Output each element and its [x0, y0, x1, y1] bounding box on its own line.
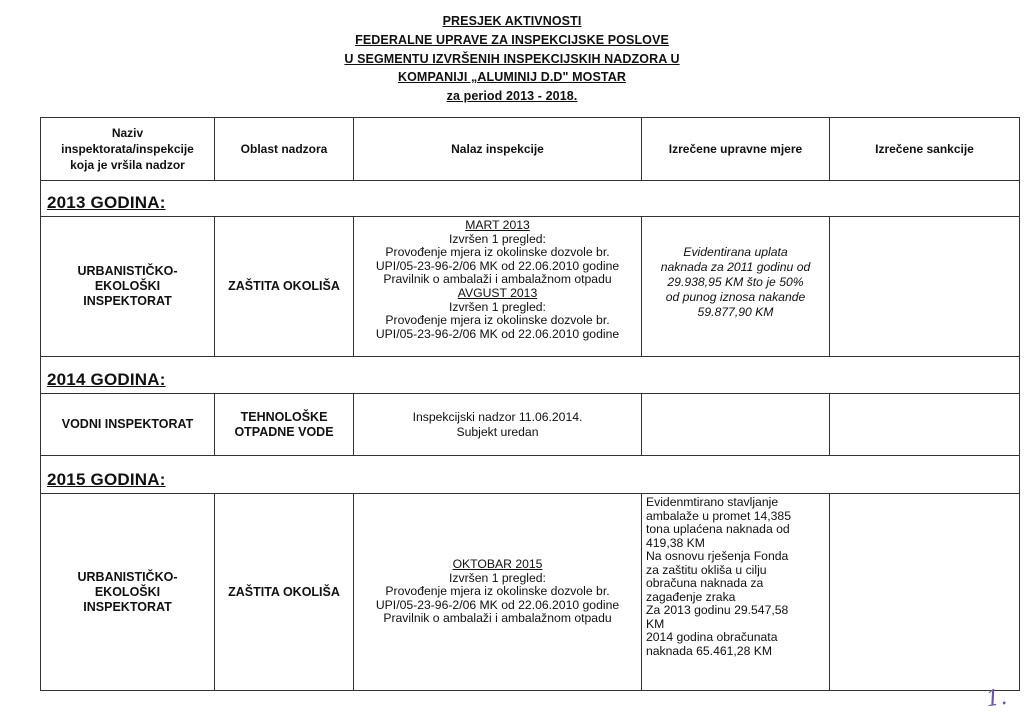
header-finding: Nalaz inspekcije: [354, 118, 642, 180]
measure-line: 29.938,95 KM što je 50%: [667, 275, 804, 289]
finding-line: Provođenje mjera iz okolinske dozvole br.: [385, 313, 610, 328]
title-line-3: U SEGMENTU IZVRŠENIH INSPEKCIJSKIH NADZORA U: [344, 51, 680, 66]
header-inspectorate-line: koja je vršila nadzor: [70, 158, 185, 172]
measure-line: Za 2013 godinu 29.547,58: [646, 603, 789, 617]
finding-line: Izvršen 1 pregled:: [449, 299, 546, 314]
inspectorate-line: URBANISTIČKO-: [77, 569, 178, 584]
title-line-1: PRESJEK AKTIVNOSTI: [442, 14, 582, 28]
table-row: [41, 394, 1019, 456]
area-cell: ZAŠTITA OKOLIŠA: [215, 217, 354, 356]
finding-line: OKTOBAR 2015: [452, 557, 543, 572]
finding-line: Provođenje mjera iz okolinske dozvole br.: [385, 584, 610, 599]
finding-line: Provođenje mjera iz okolinske dozvole br.: [385, 245, 610, 260]
year-row-2015: [41, 456, 1019, 494]
finding-line: Izvršen 1 pregled:: [449, 570, 546, 585]
year-row-2014: [41, 357, 1019, 394]
finding-cell: [354, 217, 642, 356]
title-line-4: KOMPANIJI „ALUMINIJ D.D" MOSTAR: [397, 70, 626, 85]
measure-line: naknada za 2011 godinu od: [660, 260, 811, 274]
measures-cell: [642, 394, 830, 455]
inspectorate-line: EKOLOŠKI: [94, 584, 161, 599]
sanctions-cell: [830, 394, 1019, 455]
header-measures: Izrečene upravne mjere: [642, 118, 830, 180]
inspectorate-cell: [41, 217, 215, 356]
header-area: Oblast nadzora: [215, 118, 354, 180]
finding-line: AVGUST 2013: [457, 285, 538, 300]
measure-line: 59.877,90 KM: [697, 305, 774, 319]
inspectorate-line: INSPEKTORAT: [83, 599, 172, 614]
title-line-5: za period 2013 - 2018.: [446, 89, 578, 104]
activity-table: [40, 117, 1020, 691]
inspectorate-cell: VODNI INSPEKTORAT: [41, 394, 215, 455]
measure-line: obračuna naknada za: [646, 576, 764, 590]
sanctions-cell: [830, 217, 1019, 356]
finding-line: Subjekt uredan: [456, 424, 539, 439]
table-row: [41, 494, 1019, 690]
measure-line: Evidentirana uplata: [683, 245, 788, 259]
year-label: 2015 GODINA:: [47, 470, 166, 489]
area-cell: ZAŠTITA OKOLIŠA: [215, 494, 354, 690]
document-title: [0, 12, 1024, 106]
measure-line: tona uplaćena naknada od: [646, 522, 790, 536]
finding-line: Pravilnik o ambalaži i ambalažnom otpadu: [383, 611, 612, 626]
inspectorate-line: INSPEKTORAT: [83, 294, 172, 308]
header-sanctions: Izrečene sankcije: [875, 142, 974, 156]
inspectorate-line: EKOLOŠKI: [94, 279, 161, 293]
finding-cell: [354, 494, 642, 690]
year-label: 2014 GODINA:: [47, 370, 166, 389]
finding-line: Inspekcijski nadzor 11.06.2014.: [412, 409, 583, 424]
year-row-2013: [41, 181, 1019, 217]
header-inspectorate: [41, 118, 215, 180]
sanctions-cell: [830, 494, 1019, 690]
measure-line: naknada 65.461,28 KM: [646, 643, 773, 658]
finding-line: UPI/05-23-96-2/06 MK od 22.06.2010 godine: [375, 597, 620, 612]
measure-line: zagađenje zraka: [646, 589, 736, 604]
measure-line: Evidenmtirano stavljanje: [646, 495, 779, 509]
measure-line: Na osnovu rješenja Fonda: [646, 549, 789, 563]
inspectorate-cell: [41, 494, 215, 690]
page-number: 1.: [984, 684, 1009, 713]
measures-cell: [642, 494, 830, 690]
finding-cell: [354, 394, 642, 455]
year-label: 2013 GODINA:: [47, 193, 166, 212]
header-inspectorate-line: Naziv: [111, 126, 144, 140]
measures-cell: [642, 217, 830, 356]
finding-line: MART 2013: [465, 218, 530, 232]
measure-line: ambalaže u promet 14,385: [646, 508, 791, 523]
measure-line: za zaštitu okliša u cilju: [646, 562, 767, 577]
area-cell: [215, 394, 354, 455]
measure-line: 419,38 KM: [646, 535, 705, 550]
finding-line: Pravilnik o ambalaži i ambalažnom otpadu: [383, 272, 612, 287]
finding-line: Izvršen 1 pregled:: [449, 231, 546, 246]
title-line-2: FEDERALNE UPRAVE ZA INSPEKCIJSKE POSLOVE: [355, 32, 669, 47]
finding-line: UPI/05-23-96-2/06 MK od 22.06.2010 godine: [375, 258, 620, 273]
measure-line: od punog iznosa nakande: [665, 290, 806, 304]
area-line: TEHNOLOŠKE: [240, 409, 328, 424]
table-row: [41, 217, 1019, 357]
area-line: OTPADNE VODE: [234, 424, 334, 439]
table-header-row: [41, 118, 1019, 181]
header-inspectorate-line: inspektorata/inspekcije: [61, 142, 194, 156]
measure-line: 2014 godina obračunata: [646, 630, 778, 644]
inspectorate-line: URBANISTIČKO-: [77, 264, 178, 278]
finding-line: UPI/05-23-96-2/06 MK od 22.06.2010 godine: [375, 326, 620, 341]
measure-line: KM: [646, 616, 665, 631]
